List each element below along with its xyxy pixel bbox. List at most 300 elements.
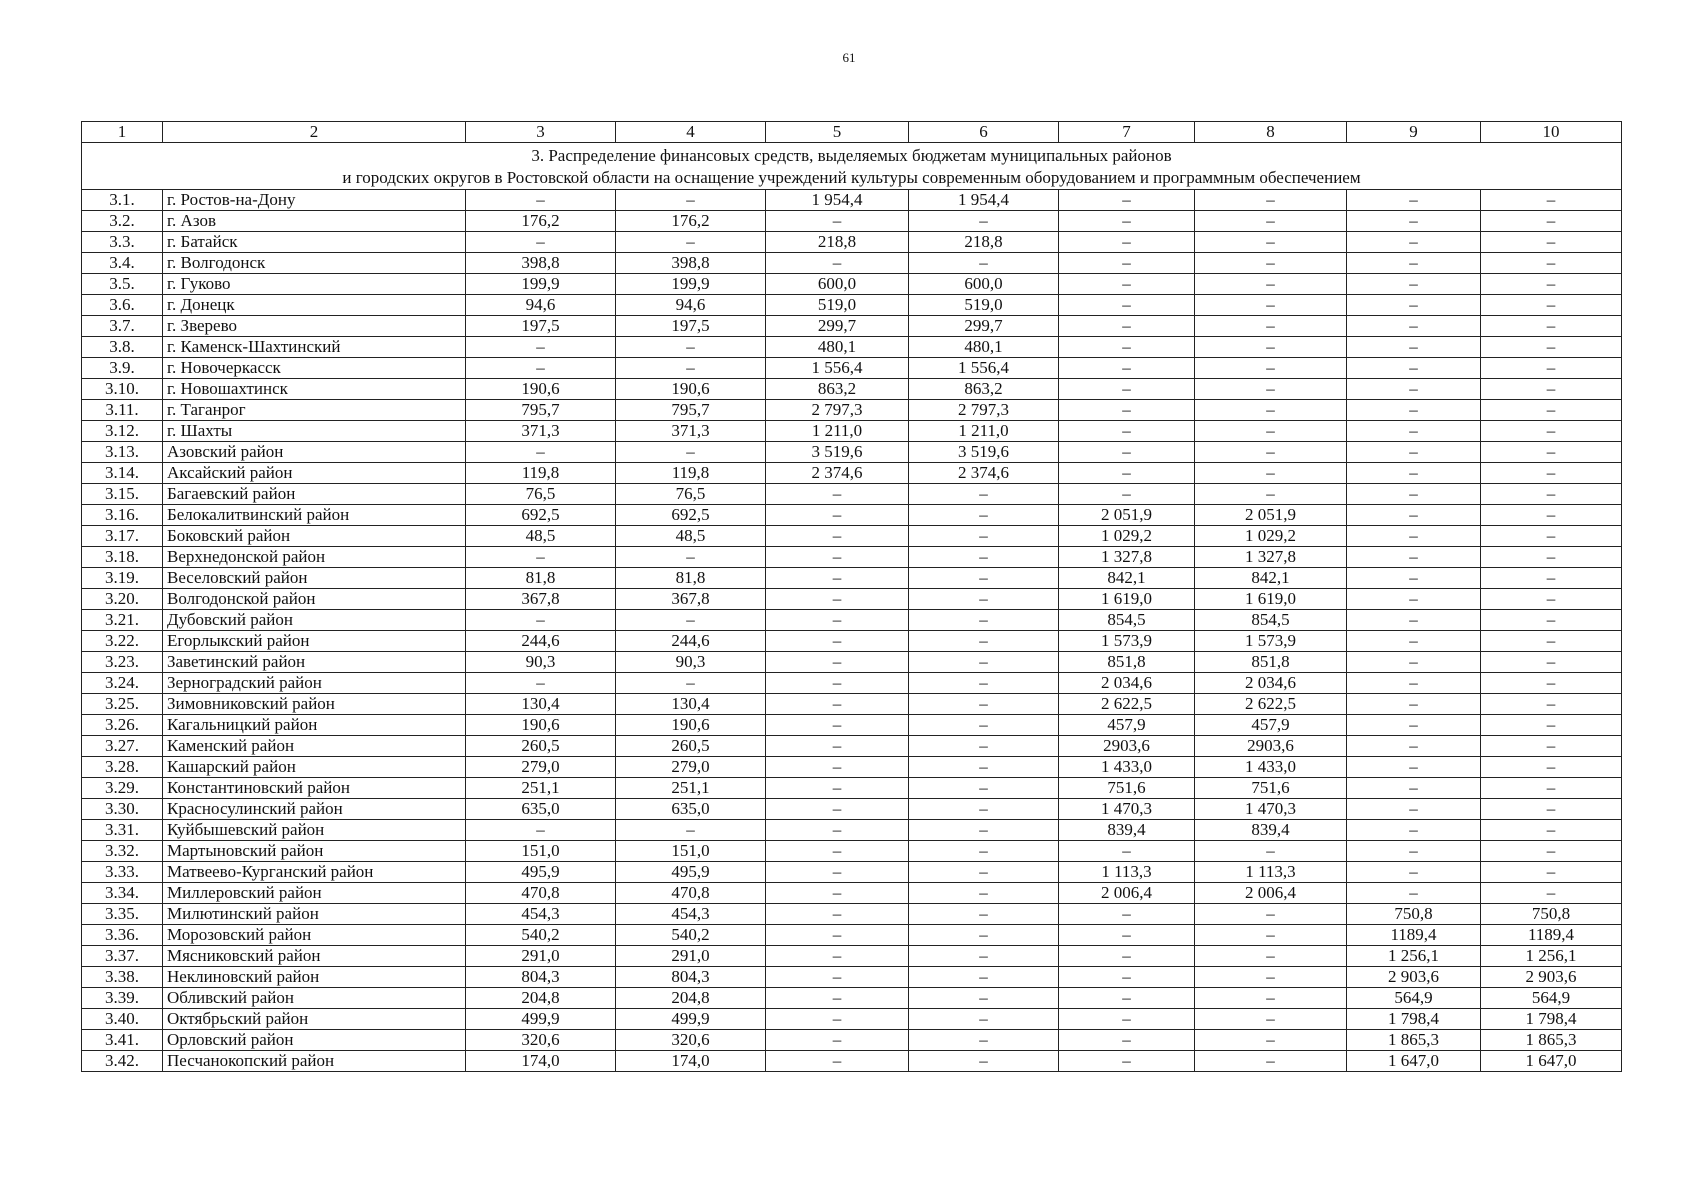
col-9-value: –: [1347, 547, 1481, 568]
row-number: 3.17.: [82, 526, 163, 547]
col-9-value: –: [1347, 421, 1481, 442]
col-6-value: –: [909, 694, 1059, 715]
col-6-value: –: [909, 736, 1059, 757]
col-8-value: –: [1195, 190, 1347, 211]
col-3-value: –: [466, 820, 616, 841]
table-row: [82, 274, 1622, 295]
col-4-value: 540,2: [616, 925, 766, 946]
col-10-value: –: [1481, 862, 1622, 883]
municipality-name: Мартыновский район: [163, 841, 466, 862]
municipality-name: г. Донецк: [163, 295, 466, 316]
col-5-value: –: [766, 988, 909, 1009]
col-4-value: –: [616, 673, 766, 694]
col-10-value: –: [1481, 295, 1622, 316]
col-10-value: –: [1481, 736, 1622, 757]
section-title-line-2: и городских округов в Ростовской области на оснащение учреждений культуры современным оборудованием и программным обеспечением: [342, 168, 1361, 187]
section-title-line-1: 3. Распределение финансовых средств, выделяемых бюджетам муниципальных районов: [531, 146, 1172, 165]
col-8-value: –: [1195, 925, 1347, 946]
col-10-value: 2 903,6: [1481, 967, 1622, 988]
page-number: 61: [842, 50, 856, 65]
col-3-value: 81,8: [466, 568, 616, 589]
municipality-name: Аксайский район: [163, 463, 466, 484]
col-4-value: –: [616, 232, 766, 253]
col-5-value: 863,2: [766, 379, 909, 400]
table-row: [82, 904, 1622, 925]
col-9-value: –: [1347, 778, 1481, 799]
col-9-value: –: [1347, 484, 1481, 505]
municipality-name: Матвеево-Курганский район: [163, 862, 466, 883]
col-3-value: –: [466, 337, 616, 358]
col-4-value: –: [616, 358, 766, 379]
col-10-value: –: [1481, 841, 1622, 862]
col-9-value: 564,9: [1347, 988, 1481, 1009]
municipality-name: Боковский район: [163, 526, 466, 547]
col-5-value: –: [766, 736, 909, 757]
col-7-value: –: [1059, 295, 1195, 316]
municipality-name: Багаевский район: [163, 484, 466, 505]
col-8-value: –: [1195, 316, 1347, 337]
col-5-value: –: [766, 673, 909, 694]
col-6-value: –: [909, 799, 1059, 820]
col-6-value: –: [909, 778, 1059, 799]
col-9-value: 2 903,6: [1347, 967, 1481, 988]
col-4-value: –: [616, 820, 766, 841]
table-row: [82, 484, 1622, 505]
col-10-value: 1 256,1: [1481, 946, 1622, 967]
col-8-value: 2 006,4: [1195, 883, 1347, 904]
col-9-value: –: [1347, 757, 1481, 778]
municipality-name: Азовский район: [163, 442, 466, 463]
row-number: 3.7.: [82, 316, 163, 337]
col-10-value: –: [1481, 610, 1622, 631]
col-7-value: 751,6: [1059, 778, 1195, 799]
municipality-name: Волгодонской район: [163, 589, 466, 610]
col-4-value: 190,6: [616, 715, 766, 736]
col-8-value: –: [1195, 211, 1347, 232]
col-7-value: 1 029,2: [1059, 526, 1195, 547]
col-5-value: –: [766, 757, 909, 778]
col-4-value: 499,9: [616, 1009, 766, 1030]
col-8-value: –: [1195, 967, 1347, 988]
col-10-value: –: [1481, 757, 1622, 778]
col-6-value: –: [909, 862, 1059, 883]
row-number: 3.33.: [82, 862, 163, 883]
col-3-value: 251,1: [466, 778, 616, 799]
table-row: [82, 232, 1622, 253]
municipality-name: Песчанокопский район: [163, 1051, 466, 1072]
col-10-value: –: [1481, 463, 1622, 484]
table-row: [82, 799, 1622, 820]
col-6-value: –: [909, 631, 1059, 652]
col-6-value: –: [909, 547, 1059, 568]
col-7-value: 839,4: [1059, 820, 1195, 841]
col-9-value: –: [1347, 799, 1481, 820]
col-10-value: –: [1481, 883, 1622, 904]
col-7-value: 2903,6: [1059, 736, 1195, 757]
col-3-value: 76,5: [466, 484, 616, 505]
table-row: [82, 631, 1622, 652]
table-row: [82, 925, 1622, 946]
col-7-value: 1 573,9: [1059, 631, 1195, 652]
col-8-value: 1 029,2: [1195, 526, 1347, 547]
col-8-value: 1 573,9: [1195, 631, 1347, 652]
col-4-value: 94,6: [616, 295, 766, 316]
col-4-value: –: [616, 442, 766, 463]
row-number: 3.36.: [82, 925, 163, 946]
col-3-value: 48,5: [466, 526, 616, 547]
col-9-value: 750,8: [1347, 904, 1481, 925]
column-header: 9: [1347, 122, 1481, 143]
col-6-value: –: [909, 967, 1059, 988]
col-9-value: –: [1347, 526, 1481, 547]
col-5-value: –: [766, 589, 909, 610]
row-number: 3.11.: [82, 400, 163, 421]
col-7-value: 851,8: [1059, 652, 1195, 673]
col-3-value: 94,6: [466, 295, 616, 316]
col-10-value: 1 865,3: [1481, 1030, 1622, 1051]
col-10-value: –: [1481, 568, 1622, 589]
col-5-value: –: [766, 1009, 909, 1030]
col-8-value: 839,4: [1195, 820, 1347, 841]
col-4-value: 119,8: [616, 463, 766, 484]
table-row: [82, 442, 1622, 463]
col-10-value: 1189,4: [1481, 925, 1622, 946]
table-row: [82, 295, 1622, 316]
row-number: 3.23.: [82, 652, 163, 673]
col-6-value: –: [909, 925, 1059, 946]
table-row: [82, 421, 1622, 442]
col-9-value: –: [1347, 190, 1481, 211]
col-10-value: 750,8: [1481, 904, 1622, 925]
col-8-value: 1 327,8: [1195, 547, 1347, 568]
municipality-name: г. Новошахтинск: [163, 379, 466, 400]
col-5-value: –: [766, 610, 909, 631]
col-6-value: 1 211,0: [909, 421, 1059, 442]
col-3-value: –: [466, 358, 616, 379]
table-row: [82, 547, 1622, 568]
col-3-value: 190,6: [466, 379, 616, 400]
municipality-name: Орловский район: [163, 1030, 466, 1051]
col-9-value: –: [1347, 568, 1481, 589]
row-number: 3.2.: [82, 211, 163, 232]
table-row: [82, 841, 1622, 862]
col-3-value: 495,9: [466, 862, 616, 883]
col-3-value: 692,5: [466, 505, 616, 526]
col-7-value: –: [1059, 400, 1195, 421]
col-10-value: 564,9: [1481, 988, 1622, 1009]
col-6-value: 863,2: [909, 379, 1059, 400]
col-10-value: –: [1481, 547, 1622, 568]
row-number: 3.8.: [82, 337, 163, 358]
row-number: 3.24.: [82, 673, 163, 694]
row-number: 3.6.: [82, 295, 163, 316]
col-3-value: –: [466, 610, 616, 631]
table-row: [82, 505, 1622, 526]
col-8-value: –: [1195, 442, 1347, 463]
col-5-value: 1 211,0: [766, 421, 909, 442]
column-header: 5: [766, 122, 909, 143]
col-4-value: 635,0: [616, 799, 766, 820]
col-5-value: –: [766, 1030, 909, 1051]
row-number: 3.42.: [82, 1051, 163, 1072]
col-6-value: 1 954,4: [909, 190, 1059, 211]
col-4-value: 795,7: [616, 400, 766, 421]
col-4-value: 371,3: [616, 421, 766, 442]
row-number: 3.27.: [82, 736, 163, 757]
col-3-value: –: [466, 547, 616, 568]
table-row: [82, 652, 1622, 673]
col-6-value: –: [909, 211, 1059, 232]
col-5-value: –: [766, 841, 909, 862]
row-number: 3.30.: [82, 799, 163, 820]
col-4-value: 279,0: [616, 757, 766, 778]
municipality-name: г. Азов: [163, 211, 466, 232]
col-9-value: –: [1347, 274, 1481, 295]
table-row: [82, 1009, 1622, 1030]
col-8-value: 2903,6: [1195, 736, 1347, 757]
col-8-value: 2 622,5: [1195, 694, 1347, 715]
col-8-value: –: [1195, 337, 1347, 358]
col-5-value: –: [766, 211, 909, 232]
municipality-name: г. Шахты: [163, 421, 466, 442]
col-6-value: –: [909, 652, 1059, 673]
municipality-name: Каменский район: [163, 736, 466, 757]
table-row: [82, 463, 1622, 484]
col-7-value: 2 622,5: [1059, 694, 1195, 715]
col-9-value: –: [1347, 862, 1481, 883]
col-7-value: 1 470,3: [1059, 799, 1195, 820]
table-row: [82, 1030, 1622, 1051]
row-number: 3.34.: [82, 883, 163, 904]
col-10-value: –: [1481, 631, 1622, 652]
col-4-value: 197,5: [616, 316, 766, 337]
col-5-value: –: [766, 484, 909, 505]
col-6-value: 2 797,3: [909, 400, 1059, 421]
col-10-value: –: [1481, 820, 1622, 841]
col-7-value: –: [1059, 946, 1195, 967]
col-7-value: 1 433,0: [1059, 757, 1195, 778]
table-row: [82, 673, 1622, 694]
col-9-value: –: [1347, 358, 1481, 379]
col-8-value: 851,8: [1195, 652, 1347, 673]
col-9-value: –: [1347, 295, 1481, 316]
col-5-value: 1 556,4: [766, 358, 909, 379]
distribution-table: [81, 121, 1622, 1072]
table-row: [82, 358, 1622, 379]
col-3-value: 197,5: [466, 316, 616, 337]
municipality-name: Веселовский район: [163, 568, 466, 589]
col-10-value: –: [1481, 694, 1622, 715]
table-row: [82, 967, 1622, 988]
col-9-value: –: [1347, 316, 1481, 337]
col-3-value: –: [466, 673, 616, 694]
municipality-name: Зимовниковский район: [163, 694, 466, 715]
row-number: 3.14.: [82, 463, 163, 484]
table-row: [82, 946, 1622, 967]
row-number: 3.18.: [82, 547, 163, 568]
col-9-value: 1 647,0: [1347, 1051, 1481, 1072]
col-3-value: 367,8: [466, 589, 616, 610]
municipality-name: г. Волгодонск: [163, 253, 466, 274]
col-7-value: –: [1059, 1051, 1195, 1072]
municipality-name: Октябрьский район: [163, 1009, 466, 1030]
col-10-value: –: [1481, 400, 1622, 421]
col-9-value: 1189,4: [1347, 925, 1481, 946]
municipality-name: г. Батайск: [163, 232, 466, 253]
col-4-value: 260,5: [616, 736, 766, 757]
col-10-value: –: [1481, 211, 1622, 232]
col-10-value: –: [1481, 379, 1622, 400]
row-number: 3.37.: [82, 946, 163, 967]
col-5-value: 1 954,4: [766, 190, 909, 211]
municipality-name: Заветинский район: [163, 652, 466, 673]
col-4-value: 176,2: [616, 211, 766, 232]
col-9-value: –: [1347, 820, 1481, 841]
col-10-value: –: [1481, 274, 1622, 295]
col-8-value: 457,9: [1195, 715, 1347, 736]
col-6-value: –: [909, 484, 1059, 505]
row-number: 3.12.: [82, 421, 163, 442]
table-row: [82, 589, 1622, 610]
col-4-value: 367,8: [616, 589, 766, 610]
col-7-value: 2 051,9: [1059, 505, 1195, 526]
col-8-value: 1 433,0: [1195, 757, 1347, 778]
col-7-value: 1 619,0: [1059, 589, 1195, 610]
row-number: 3.1.: [82, 190, 163, 211]
col-8-value: 854,5: [1195, 610, 1347, 631]
table-row: [82, 316, 1622, 337]
table-row: [82, 190, 1622, 211]
column-header: 8: [1195, 122, 1347, 143]
col-8-value: –: [1195, 904, 1347, 925]
row-number: 3.19.: [82, 568, 163, 589]
col-3-value: 291,0: [466, 946, 616, 967]
col-4-value: –: [616, 547, 766, 568]
col-8-value: –: [1195, 295, 1347, 316]
col-9-value: –: [1347, 232, 1481, 253]
col-9-value: 1 256,1: [1347, 946, 1481, 967]
col-10-value: –: [1481, 505, 1622, 526]
col-10-value: –: [1481, 799, 1622, 820]
table-row: [82, 757, 1622, 778]
col-3-value: 470,8: [466, 883, 616, 904]
col-10-value: –: [1481, 190, 1622, 211]
col-3-value: 199,9: [466, 274, 616, 295]
col-8-value: –: [1195, 358, 1347, 379]
col-6-value: 218,8: [909, 232, 1059, 253]
col-9-value: –: [1347, 883, 1481, 904]
col-10-value: –: [1481, 778, 1622, 799]
col-6-value: –: [909, 946, 1059, 967]
col-3-value: 804,3: [466, 967, 616, 988]
table-row: [82, 379, 1622, 400]
col-9-value: –: [1347, 736, 1481, 757]
col-4-value: –: [616, 190, 766, 211]
col-9-value: –: [1347, 715, 1481, 736]
col-6-value: –: [909, 757, 1059, 778]
municipality-name: Куйбышевский район: [163, 820, 466, 841]
table-row: [82, 694, 1622, 715]
table-body: [82, 122, 1622, 1072]
row-number: 3.20.: [82, 589, 163, 610]
col-6-value: –: [909, 715, 1059, 736]
col-7-value: –: [1059, 1009, 1195, 1030]
col-3-value: 499,9: [466, 1009, 616, 1030]
col-10-value: –: [1481, 652, 1622, 673]
row-number: 3.38.: [82, 967, 163, 988]
col-5-value: –: [766, 715, 909, 736]
col-7-value: –: [1059, 442, 1195, 463]
col-8-value: 751,6: [1195, 778, 1347, 799]
municipality-name: Зерноградский район: [163, 673, 466, 694]
row-number: 3.9.: [82, 358, 163, 379]
col-4-value: 320,6: [616, 1030, 766, 1051]
municipality-name: Миллеровский район: [163, 883, 466, 904]
col-3-value: 635,0: [466, 799, 616, 820]
row-number: 3.3.: [82, 232, 163, 253]
col-3-value: 320,6: [466, 1030, 616, 1051]
table-row: [82, 568, 1622, 589]
col-10-value: –: [1481, 316, 1622, 337]
col-4-value: 190,6: [616, 379, 766, 400]
col-10-value: –: [1481, 232, 1622, 253]
col-3-value: 454,3: [466, 904, 616, 925]
column-header: 2: [163, 122, 466, 143]
municipality-name: Белокалитвинский район: [163, 505, 466, 526]
table-row: [82, 778, 1622, 799]
municipality-name: Обливский район: [163, 988, 466, 1009]
col-7-value: 2 034,6: [1059, 673, 1195, 694]
col-3-value: –: [466, 190, 616, 211]
col-4-value: 174,0: [616, 1051, 766, 1072]
col-4-value: 130,4: [616, 694, 766, 715]
col-5-value: 218,8: [766, 232, 909, 253]
municipality-name: г. Зверево: [163, 316, 466, 337]
col-3-value: 371,3: [466, 421, 616, 442]
municipality-name: Верхнедонской район: [163, 547, 466, 568]
col-9-value: –: [1347, 253, 1481, 274]
col-6-value: –: [909, 841, 1059, 862]
col-6-value: 1 556,4: [909, 358, 1059, 379]
col-7-value: 457,9: [1059, 715, 1195, 736]
col-3-value: 204,8: [466, 988, 616, 1009]
col-7-value: –: [1059, 1030, 1195, 1051]
row-number: 3.13.: [82, 442, 163, 463]
col-3-value: 119,8: [466, 463, 616, 484]
col-6-value: –: [909, 568, 1059, 589]
municipality-name: Константиновский район: [163, 778, 466, 799]
col-5-value: –: [766, 568, 909, 589]
col-3-value: 130,4: [466, 694, 616, 715]
col-4-value: 495,9: [616, 862, 766, 883]
col-4-value: –: [616, 337, 766, 358]
row-number: 3.25.: [82, 694, 163, 715]
col-3-value: 398,8: [466, 253, 616, 274]
col-10-value: –: [1481, 253, 1622, 274]
col-9-value: 1 865,3: [1347, 1030, 1481, 1051]
row-number: 3.4.: [82, 253, 163, 274]
col-9-value: 1 798,4: [1347, 1009, 1481, 1030]
col-5-value: –: [766, 526, 909, 547]
col-5-value: –: [766, 946, 909, 967]
municipality-name: Милютинский район: [163, 904, 466, 925]
col-8-value: 2 034,6: [1195, 673, 1347, 694]
col-10-value: –: [1481, 589, 1622, 610]
col-8-value: –: [1195, 232, 1347, 253]
row-number: 3.31.: [82, 820, 163, 841]
col-9-value: –: [1347, 400, 1481, 421]
col-5-value: –: [766, 547, 909, 568]
